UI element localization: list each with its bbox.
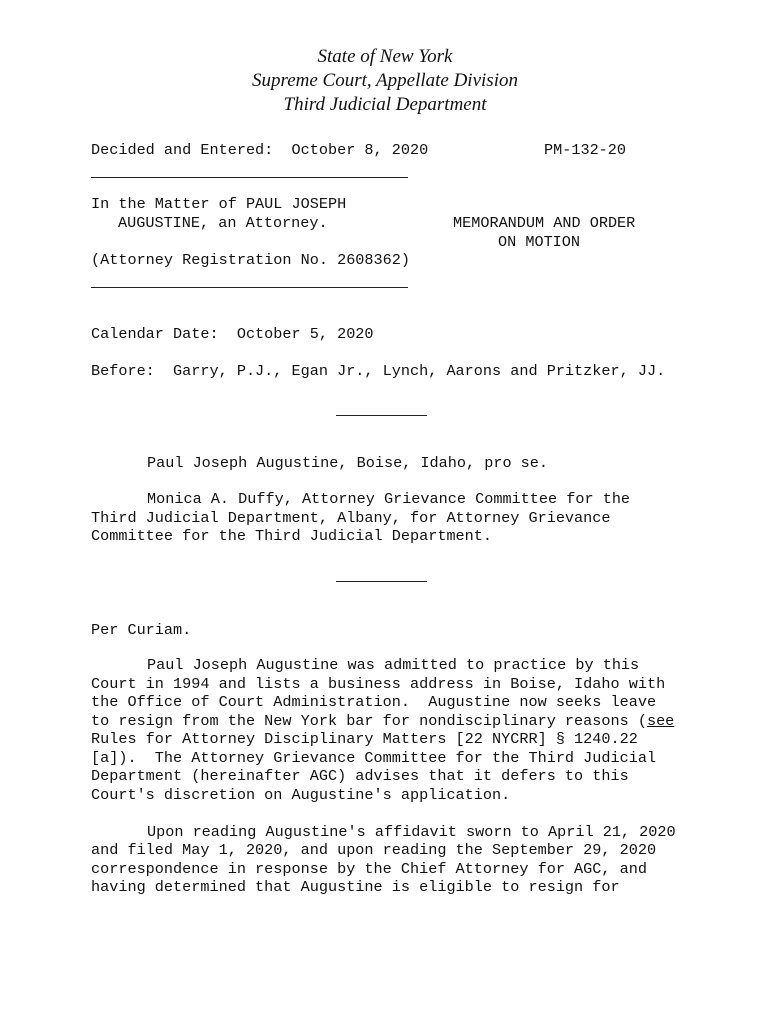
order-type-line1: MEMORANDUM AND ORDER xyxy=(453,214,636,232)
paragraph1-line8: Court's discretion on Augustine's application. xyxy=(91,786,511,804)
court-name-state: State of New York xyxy=(317,46,453,67)
paragraph1-line2: Court in 1994 and lists a business address in Boise, Idaho with xyxy=(91,675,666,693)
appearance-agc-line1: Monica A. Duffy, Attorney Grievance Committee for the xyxy=(147,490,631,508)
paragraph1-line3: the Office of Court Administration. Augustine now seeks leave xyxy=(91,693,657,711)
paragraph2-line2: and filed May 1, 2020, and upon reading the September 29, 2020 xyxy=(91,841,657,859)
caption-matter-line2: AUGUSTINE, an Attorney. xyxy=(118,214,328,232)
caption-matter-line1: In the Matter of PAUL JOSEPH xyxy=(91,195,347,213)
paragraph2-line1: Upon reading Augustine's affidavit sworn to April 21, 2020 xyxy=(147,823,676,841)
appearance-respondent: Paul Joseph Augustine, Boise, Idaho, pro se. xyxy=(147,454,549,472)
paragraph1-line7: Department (hereinafter AGC) advises that it defers to this xyxy=(91,767,629,785)
calendar-date: Calendar Date: October 5, 2020 xyxy=(91,325,374,343)
docket-number: PM-132-20 xyxy=(544,141,627,159)
court-name-division: Supreme Court, Appellate Division xyxy=(252,70,518,91)
before-panel: Before: Garry, P.J., Egan Jr., Lynch, Aarons and Pritzker, JJ. xyxy=(91,362,666,380)
decided-and-entered: Decided and Entered: October 8, 2020 xyxy=(91,141,429,159)
paragraph1-line1: Paul Joseph Augustine was admitted to practice by this xyxy=(147,656,640,674)
paragraph1-line4-text: to resign from the New York bar for nondisciplinary reasons ( xyxy=(91,712,647,730)
appearance-agc-line3: Committee for the Third Judicial Department. xyxy=(91,527,493,545)
per-curiam-heading: Per Curiam. xyxy=(91,621,192,639)
paragraph2-line4: having determined that Augustine is eligible to resign for xyxy=(91,878,620,896)
paragraph1-line4 xyxy=(91,712,674,731)
order-type-line2: ON MOTION xyxy=(498,233,581,251)
paragraph1-line5: Rules for Attorney Disciplinary Matters [22 NYCRR] § 1240.22 xyxy=(91,730,638,748)
paragraph1-line6: [a]). The Attorney Grievance Committee for the Third Judicial xyxy=(91,749,657,767)
section-divider-2 xyxy=(336,581,427,582)
caption-rule-bottom xyxy=(91,287,408,288)
see-signal: see xyxy=(646,712,675,730)
paragraph2-line3: correspondence in response by the Chief Attorney for AGC, and xyxy=(91,860,647,878)
attorney-registration: (Attorney Registration No. 2608362) xyxy=(91,251,410,269)
section-divider-1 xyxy=(336,415,427,416)
appearance-agc-line2: Third Judicial Department, Albany, for Attorney Grievance xyxy=(91,509,611,527)
caption-rule-top xyxy=(91,177,408,178)
court-name-department: Third Judicial Department xyxy=(283,94,487,115)
